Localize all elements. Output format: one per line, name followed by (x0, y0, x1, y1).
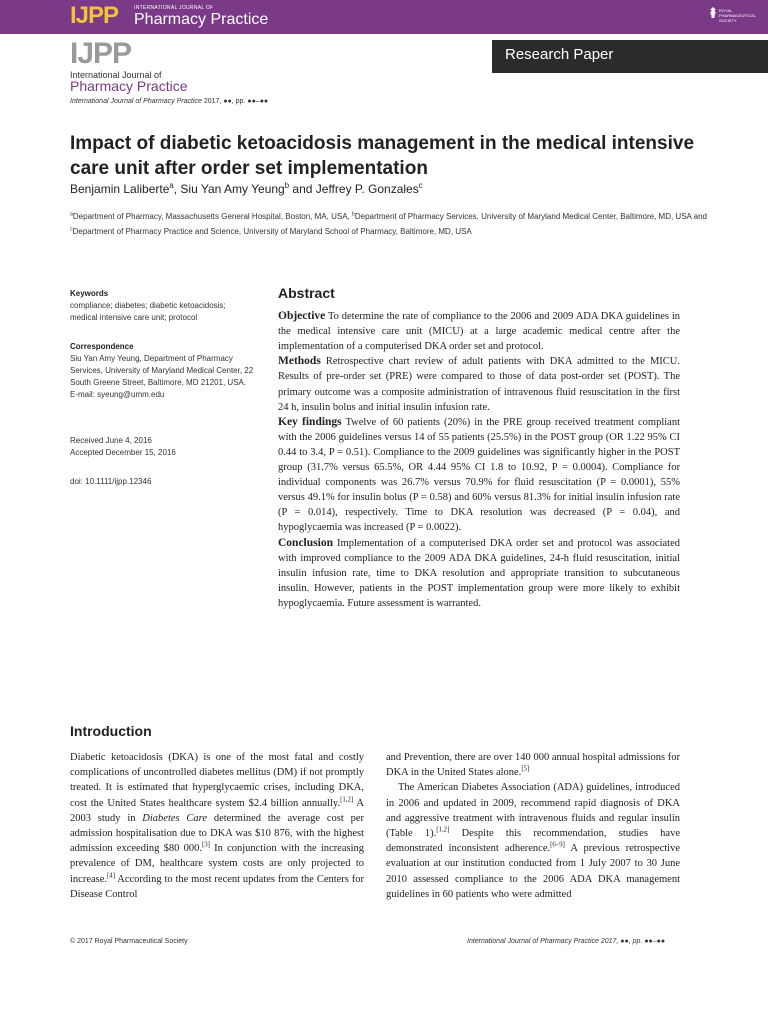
intro-right-column: and Prevention, there are over 140 000 annual hospital admissions for DKA in the United States alone.[5] The American Diabetes Association (ADA) guidelines, introduced in 2006 and updated in 2009, recommend rapid diagnosis of DKA and aggressive treatment with intravenous fluids and regular insulin (Table 1).[1,2] Despite this recommendation, studies have demonstrated inconsistent adherence.[6–9] A previous retrospective evaluation at our institution conducted from 1 July 2007 to 30 June 2010 assessed compliance to the 2006 ADA DKA management guidelines in 60 patients who were admitted (386, 752, 680, 900)
society-crest-icon (706, 6, 720, 20)
masthead-journal-name: Pharmacy Practice (70, 78, 188, 94)
masthead-subtitle: International Journal of (70, 70, 162, 80)
abstract-findings: Key findings Twelve of 60 patients (20%) in the PRE group received treatment compliant with the 2006 guidelines versus 14 of 55 patients (25.5%) in the POST group (OR 1.22 95% CI 0.44 to 3.4, P = 0.51). Compliance to the 2009 guidelines was significantly higher in the POST group (31.7% versus 65.5%, OR 4.44 95% CI 1.8 to 10.92, P = 0.0004). Compliance for individual components was 26.7% versus 70.9% for fluid resuscitation (P = 0.0001), 55% versus 49.1% for insulin bolus (P = 0.58) and 60% versus 81.3% for initial insulin infusion rate (P = 0.014), respectively. Time to DKA resolution was decreased (P = 0.04), and hypoglycaemia was increased (P = 0.0022). (278, 415, 680, 534)
banner-small-text: INTERNATIONAL JOURNAL OF (134, 5, 214, 11)
abstract-conclusion: Conclusion Implementation of a computerised DKA order set and protocol was associated with improved compliance to the 2009 ADA DKA guidelines, 24-h fluid resuscitation, initial insulin infusion rate, time to DKA resolution and appropriate transition to subcutaneous insulin. However, patients in the POST implementation group were more likely to exhibit hypoglycaemia. Future assessment is warranted. (278, 536, 680, 609)
masthead-logo: IJPP (70, 37, 132, 70)
abstract-objective: Objective To determine the rate of compliance to the 2006 and 2009 ADA DKA guidelines in the medical intensive care unit (MICU) at a large academic medical centre after the implementation of a computerised DKA order set and protocol. (278, 310, 680, 353)
keywords-text: compliance; diabetes; diabetic ketoacidosis; medical intensive care unit; protocol (70, 301, 226, 322)
journal-banner (0, 0, 768, 34)
abstract-methods: Methods Retrospective chart review of adult patients with DKA admitted to the MICU. Results of pre-order set (PRE) were compared to those of data post-order set (POST). The primary outcome was a composite administration of intravenous fluid resuscitation in the first 24 h, insulin bolus and initial insulin infusion rate. (278, 355, 680, 413)
keywords-label: Keywords (70, 289, 109, 298)
doi: doi: 10.1111/ijpp.12346 (70, 477, 152, 486)
citation-footer: International Journal of Pharmacy Practice 2017, ●●, pp. ●●–●● (467, 938, 666, 945)
affiliations: $^a$Department of Pharmacy, Massachusetts General Hospital, Boston, MA, USA, $^b$Department of Pharmacy Services, University of Maryland Medical Center, Baltimore, MD, USA and $^c$Department of Pharmacy Practice and Science, University of Maryland School of Pharmacy, Baltimore, MD, USA (70, 211, 707, 236)
citation-line: International Journal of Pharmacy Practice 2017, ●●, pp. ●●–●● (70, 98, 269, 105)
intro-left-column: Diabetic ketoacidosis (DKA) is one of the most fatal and costly complications of uncontrolled diabetes mellitus (DM) if not promptly treated. It is estimated that hyperglycaemic crises, including DKA, cost the United States healthcare system $2.4 billion annually.[1,2] A 2003 study in Diabetes Care determined the average cost per admission hospitalisation due to DKA was $10 876, with the highest admission exceeding $80 000.[3] In conjunction with the increasing prevalence of DM, healthcare system costs are only projected to increase.[4] According to the most recent updates from the Centers for Disease Control (70, 752, 364, 900)
introduction-heading: Introduction (70, 723, 152, 739)
journal-logo: IJPP (70, 2, 119, 29)
correspondence-text: Siu Yan Amy Yeung, Department of Pharmacy Services, University of Maryland Medical Center, 22 South Greene Street, Baltimore, MD 21201, USA. (70, 354, 254, 387)
dates-block (70, 435, 255, 459)
article-type: Research Paper (505, 46, 614, 63)
banner-journal-name: Pharmacy Practice (134, 11, 269, 28)
society-logo-text: ROYAL PHARMACEUTICAL SOCIETY (719, 8, 756, 23)
article-title: Impact of diabetic ketoacidosis management in the medical intensive care unit after order set implementation (70, 133, 695, 179)
correspondence-label: Correspondence (70, 342, 134, 351)
author-list: Benjamin Laliberte$^a$, Siu Yan Amy Yeung$^b$ and Jeffrey P. Gonzales$^c$ (70, 181, 423, 196)
abstract-heading: Abstract (278, 285, 335, 301)
correspondence-block (70, 341, 255, 401)
keywords-block (70, 288, 255, 324)
accepted-date: Accepted December 15, 2016 (70, 448, 176, 457)
abstract (278, 286, 680, 611)
correspondence-email: E-mail: syeung@umm.edu (70, 390, 165, 399)
copyright-footer: © 2017 Royal Pharmaceutical Society (70, 938, 188, 945)
received-date: Received June 4, 2016 (70, 436, 152, 445)
